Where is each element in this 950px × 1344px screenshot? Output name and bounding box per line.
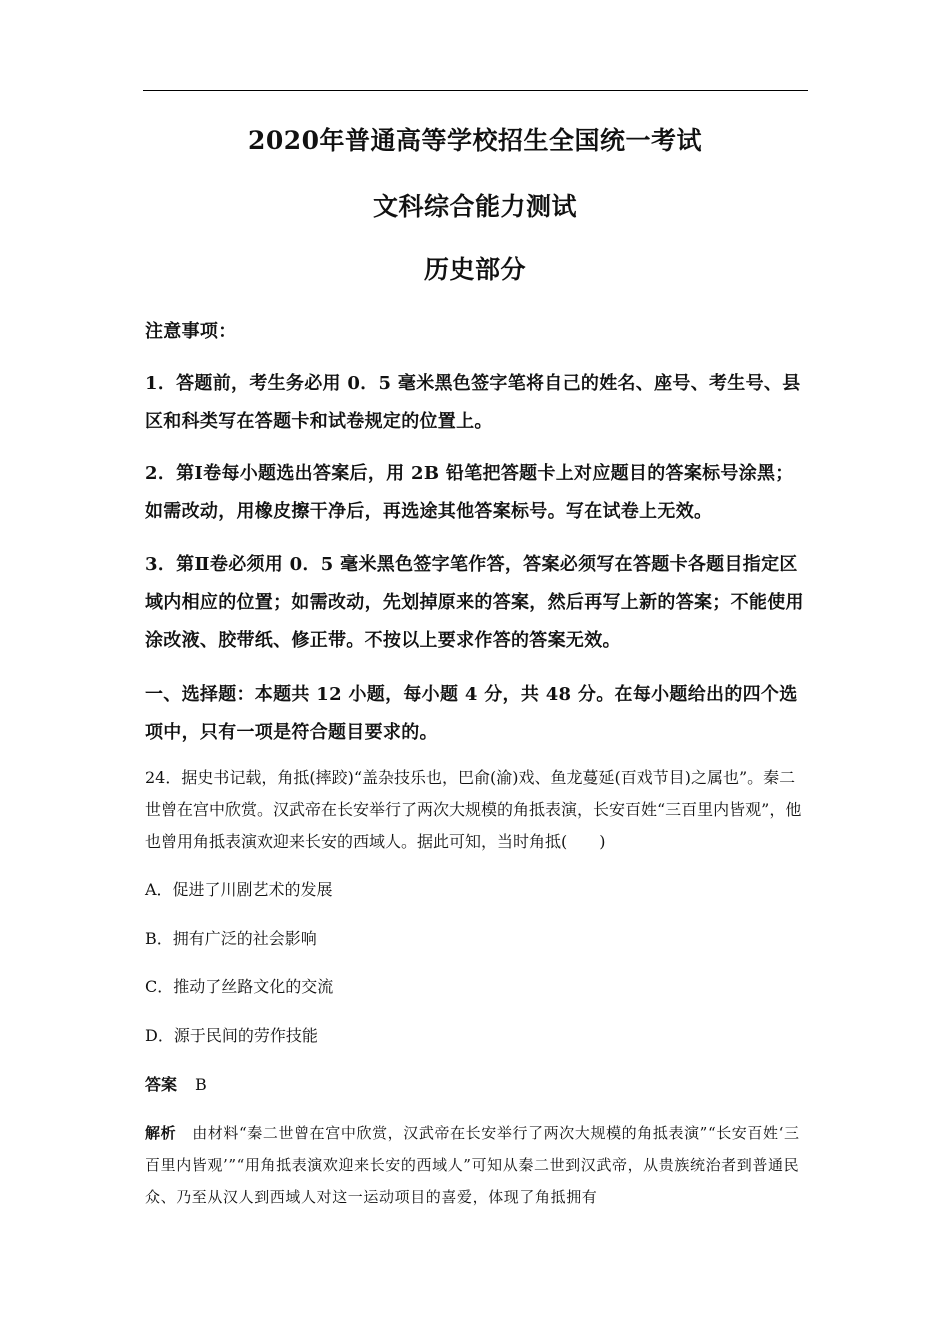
option-c: C．推动了丝路文化的交流 [145, 977, 334, 996]
notice-item-2: 2．第Ⅰ卷每小题选出答案后，用 2B 铅笔把答题卡上对应题目的答案标号涂黑；如需改动，用橡皮擦干净后，再选途其他答案标号。写在试卷上无效。 [145, 463, 794, 522]
section-heading: 一、选择题：本题共 12 小题，每小题 4 分，共 48 分。在每小题给出的四个选项中，只有一项是符合题目要求的。 [145, 684, 798, 743]
answer-value: B [195, 1075, 207, 1094]
option-d: D．源于民间的劳作技能 [145, 1026, 318, 1045]
option-b: B．拥有广泛的社会影响 [145, 929, 317, 948]
top-rule [143, 90, 808, 91]
exam-title: 2020年普通高等学校招生全国统一考试 [247, 126, 703, 155]
option-a: A．促进了川剧艺术的发展 [145, 880, 333, 899]
question-stem: 24．据史书记载，角抵(摔跤)“盖杂技乐也，巴俞(渝)戏、鱼龙蔓延(百戏节目)之属也”。秦二世曾在宫中欣赏。汉武帝在长安举行了两次大规模的角抵表演，长安百姓“三百里内皆观”，他也曾用角抵表演欢迎来长安的西域人。据此可知，当时角抵( ) [145, 768, 802, 851]
explanation [145, 1117, 810, 1213]
explanation-text: 由材料“秦二世曾在宫中欣赏，汉武帝在长安举行了两次大规模的角抵表演”“长安百姓‘三百里内皆观’”“用角抵表演欢迎来长安的西域人”可知从秦二世到汉武帝，从贵族统治者到普通民众、乃至从汉人到西域人对这一运动项目的喜爱，体现了角抵拥有 [145, 1124, 800, 1206]
explanation-label: 解析 [145, 1124, 177, 1142]
answer-label: 答案 [145, 1075, 178, 1094]
notice-item-3: 3．第Ⅱ卷必须用 0．5 毫米黑色签字笔作答，答案必须写在答题卡各题目指定区域内相应的位置；如需改动，先划掉原来的答案，然后再写上新的答案；不能使用涂改液、胶带纸、修正带。不按以上要求作答的答案无效。 [145, 554, 804, 651]
notice-heading: 注意事项： [145, 321, 237, 342]
exam-subtitle: 文科综合能力测试 [372, 192, 577, 221]
notice-item-1: 1．答题前，考生务必用 0．5 毫米黑色签字笔将自己的姓名、座号、考生号、县区和科类写在答题卡和试卷规定的位置上。 [145, 373, 801, 432]
answer-line [145, 1073, 810, 1097]
section-title: 历史部分 [423, 255, 526, 284]
